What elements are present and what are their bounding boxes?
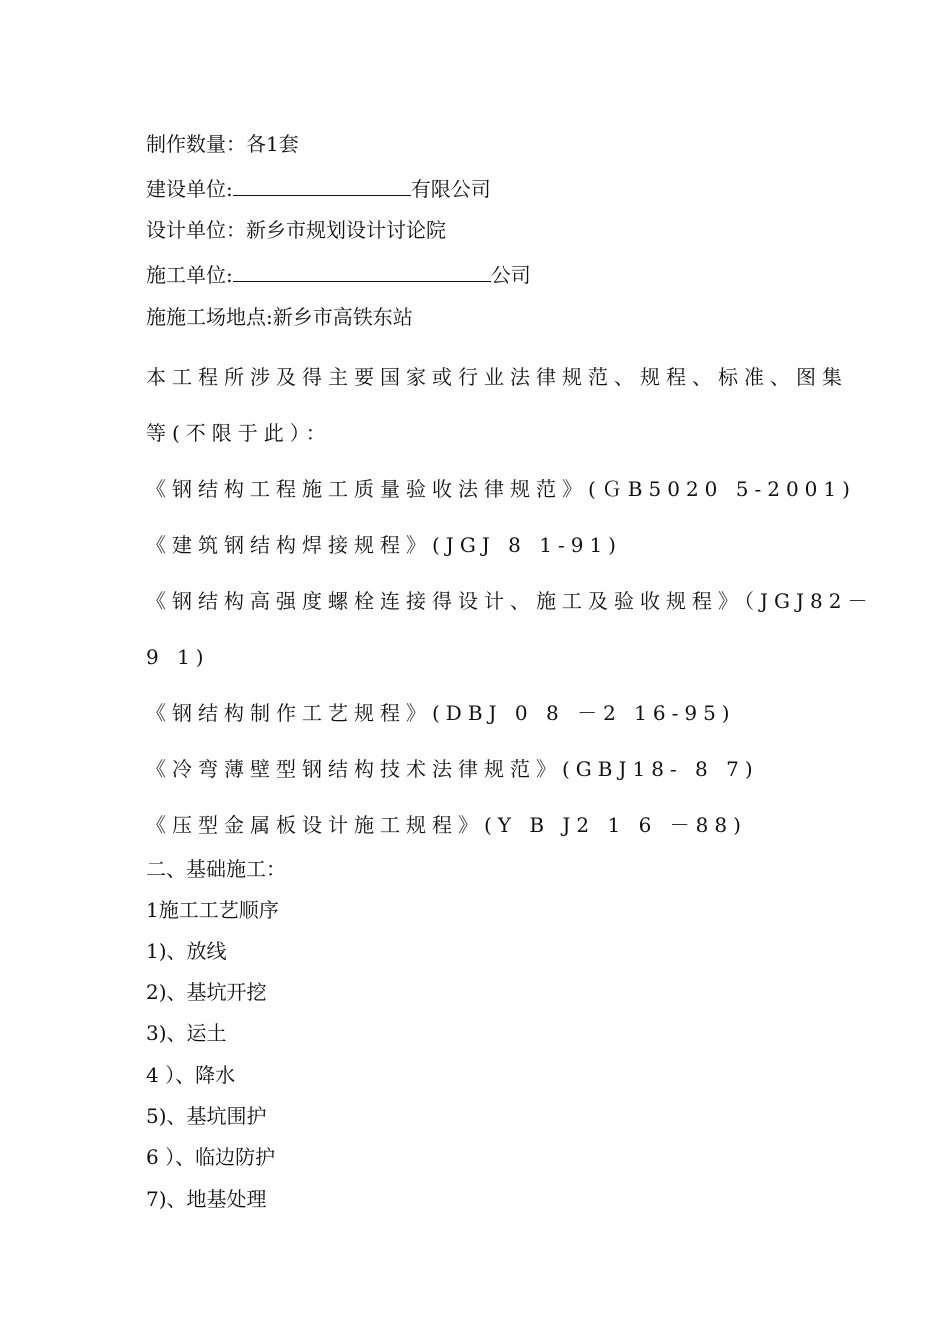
section-subheading: 1施工工艺顺序 (146, 898, 279, 922)
standard-item: 《钢结构制作工艺规程》(DBJ 0 8 －2 16-95) (146, 701, 736, 725)
step-item: 7)、地基处理 (146, 1187, 267, 1211)
step-item: 4 ）、降水 (146, 1063, 236, 1087)
builder-unit-suffix: 公司 (490, 263, 531, 287)
standard-item: 《钢结构高强度螺栓连接得设计、施工及验收规程》（JGJ82－ (146, 589, 874, 613)
standard-item-continuation: 9 1) (146, 645, 210, 669)
construction-unit-line (146, 177, 491, 199)
step-item: 2)、基坑开挖 (146, 980, 267, 1004)
builder-unit-label: 施工单位: (146, 263, 233, 287)
intro-line-2: 等(不限于此）： (146, 421, 332, 445)
intro-line-1: 本工程所涉及得主要国家或行业法律规范、规程、标准、图集 (146, 365, 848, 389)
builder-unit-blank (233, 263, 491, 282)
site-location-line: 施施工场地点:新乡市高铁东站 (146, 305, 413, 329)
construction-unit-blank (233, 177, 411, 196)
construction-unit-label: 建设单位: (146, 177, 233, 201)
step-item: 6 ）、临边防护 (146, 1145, 276, 1169)
standard-item: 《压型金属板设计施工规程》(Y B J2 1 6 －88) (146, 813, 747, 837)
step-item: 5)、基坑围护 (146, 1104, 267, 1128)
standard-item: 《建筑钢结构焊接规程》(JGJ 8 1-91) (146, 533, 622, 557)
builder-unit-line (146, 263, 531, 285)
construction-unit-suffix: 有限公司 (410, 177, 491, 201)
step-item: 3)、运土 (146, 1021, 227, 1045)
standard-item: 《冷弯薄壁型钢结构技术法律规范》(GBJ18- 8 7) (146, 757, 759, 781)
step-item: 1)、放线 (146, 939, 227, 963)
quantity-line: 制作数量：各1套 (146, 132, 299, 156)
standard-item: 《钢结构工程施工质量验收法律规范》(ＧB5020 5-2001) (146, 477, 856, 501)
design-unit-line: 设计单位：新乡市规划设计讨论院 (146, 218, 446, 242)
section-heading: 二、基础施工： (146, 857, 286, 881)
